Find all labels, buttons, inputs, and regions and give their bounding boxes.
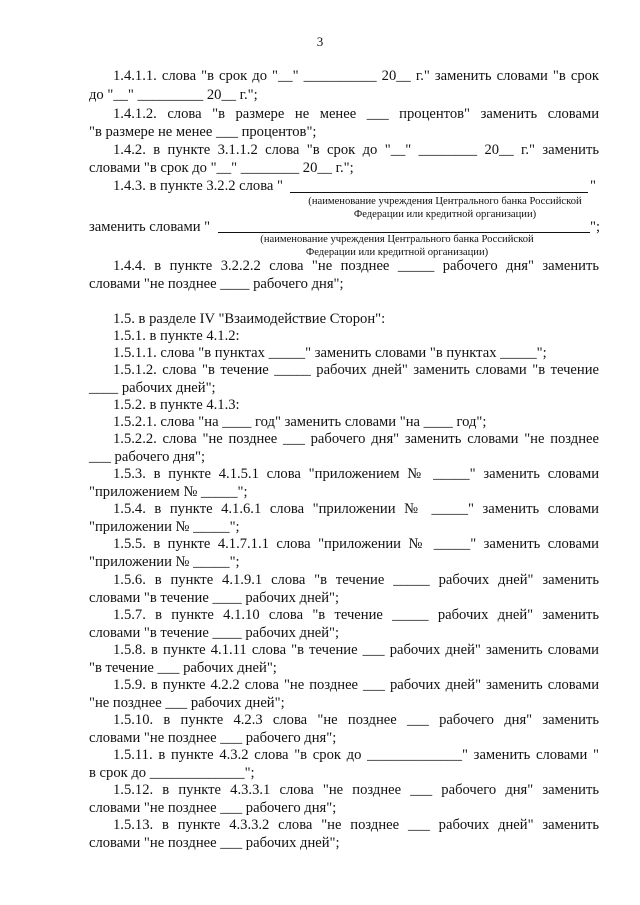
- text-line: 1.4.2. в пункте 3.1.1.2 слова "в срок до "__" ________ 20__ г." заменить: [113, 142, 599, 158]
- text-line: 1.5.3. в пункте 4.1.5.1 слова "приложением № _____" заменить словами: [113, 466, 599, 482]
- caption: (наименование учреждения Центрального банка Российской: [308, 196, 582, 207]
- text-line: ___ рабочего дня";: [89, 449, 206, 465]
- text-line: 1.5.1. в пункте 4.1.2:: [113, 328, 240, 344]
- text-line: ";: [590, 219, 601, 235]
- blank-underline: [290, 192, 588, 193]
- caption: Федерации или кредитной организации): [353, 209, 537, 220]
- text-line: до "__" _________ 20__ г.";: [89, 87, 258, 103]
- text-line: 1.5.6. в пункте 4.1.9.1 слова "в течение _____ рабочих дней" заменить: [113, 572, 599, 588]
- text-line: словами "не позднее ___ рабочего дня";: [89, 800, 337, 816]
- text-line: "приложении № _____";: [89, 554, 240, 570]
- text-line: 1.4.3. в пункте 3.2.2 слова ": [113, 178, 284, 194]
- text-line: "не позднее ___ рабочих дней";: [89, 695, 285, 711]
- text-line: словами "не позднее ___ рабочих дней";: [89, 835, 340, 851]
- page-number: 3: [316, 34, 324, 49]
- text-line: 1.5.5. в пункте 4.1.7.1.1 слова "приложении № _____" заменить словами: [113, 536, 599, 552]
- text-line: "в размере не менее ___ процентов";: [89, 124, 317, 140]
- caption: (наименование учреждения Центрального банка Российской: [260, 234, 534, 245]
- text-line: словами "в срок до "__" ________ 20__ г.";: [89, 160, 354, 176]
- text-line: 1.5.2.2. слова "не позднее ___ рабочего дня" заменить словами "не позднее: [113, 431, 599, 447]
- text-line: 1.5.8. в пункте 4.1.11 слова "в течение ___ рабочих дней" заменить словами: [113, 642, 599, 658]
- text-line: словами "не позднее ____ рабочего дня";: [89, 276, 344, 292]
- text-line: ____ рабочих дней";: [89, 380, 216, 396]
- text-line: 1.5.11. в пункте 4.3.2 слова "в срок до _____________" заменить словами ": [113, 747, 599, 763]
- text-line: 1.5.9. в пункте 4.2.2 слова "не позднее ___ рабочих дней" заменить словами: [113, 677, 599, 693]
- text-line: "в течение ___ рабочих дней";: [89, 660, 277, 676]
- text-line: 1.5.4. в пункте 4.1.6.1 слова "приложении № _____" заменить словами: [113, 501, 599, 517]
- text-line: словами "в течение ____ рабочих дней";: [89, 590, 340, 606]
- text-line: "приложении № _____";: [89, 519, 240, 535]
- text-line: 1.5.7. в пункте 4.1.10 слова "в течение _____ рабочих дней" заменить: [113, 607, 599, 623]
- text-line: 1.4.1.1. слова "в срок до "__" __________ 20__ г." заменить словами "в срок: [113, 68, 599, 84]
- text-line: ": [590, 178, 596, 194]
- text-line: 1.5.12. в пункте 4.3.3.1 слова "не позднее ___ рабочего дня" заменить: [113, 782, 599, 798]
- text-line: 1.5.13. в пункте 4.3.3.2 слова "не позднее ___ рабочих дней" заменить: [113, 817, 599, 833]
- text-line: словами "в течение ____ рабочих дней";: [89, 625, 340, 641]
- text-line: 1.5.1.2. слова "в течение _____ рабочих дней" заменить словами "в течение: [113, 362, 599, 378]
- text-line: в срок до _____________";: [89, 765, 255, 781]
- text-line: словами "не позднее ___ рабочего дня";: [89, 730, 337, 746]
- text-line: 1.4.1.2. слова "в размере не менее ___ процентов" заменить словами: [113, 106, 599, 122]
- section-heading: 1.5. в разделе IV "Взаимодействие Сторон":: [113, 311, 386, 327]
- text-line: "приложением № _____";: [89, 484, 248, 500]
- text-line: 1.5.2. в пункте 4.1.3:: [113, 397, 240, 413]
- caption: Федерации или кредитной организации): [305, 247, 489, 258]
- text-line: 1.5.2.1. слова "на ____ год" заменить словами "на ____ год";: [113, 414, 487, 430]
- text-line: заменить словами ": [89, 219, 211, 235]
- text-line: 1.4.4. в пункте 3.2.2.2 слова "не позднее _____ рабочего дня" заменить: [113, 258, 599, 274]
- text-line: 1.5.1.1. слова "в пунктах _____" заменить словами "в пунктах _____";: [113, 345, 547, 361]
- text-line: 1.5.10. в пункте 4.2.3 слова "не позднее ___ рабочего дня" заменить: [113, 712, 599, 728]
